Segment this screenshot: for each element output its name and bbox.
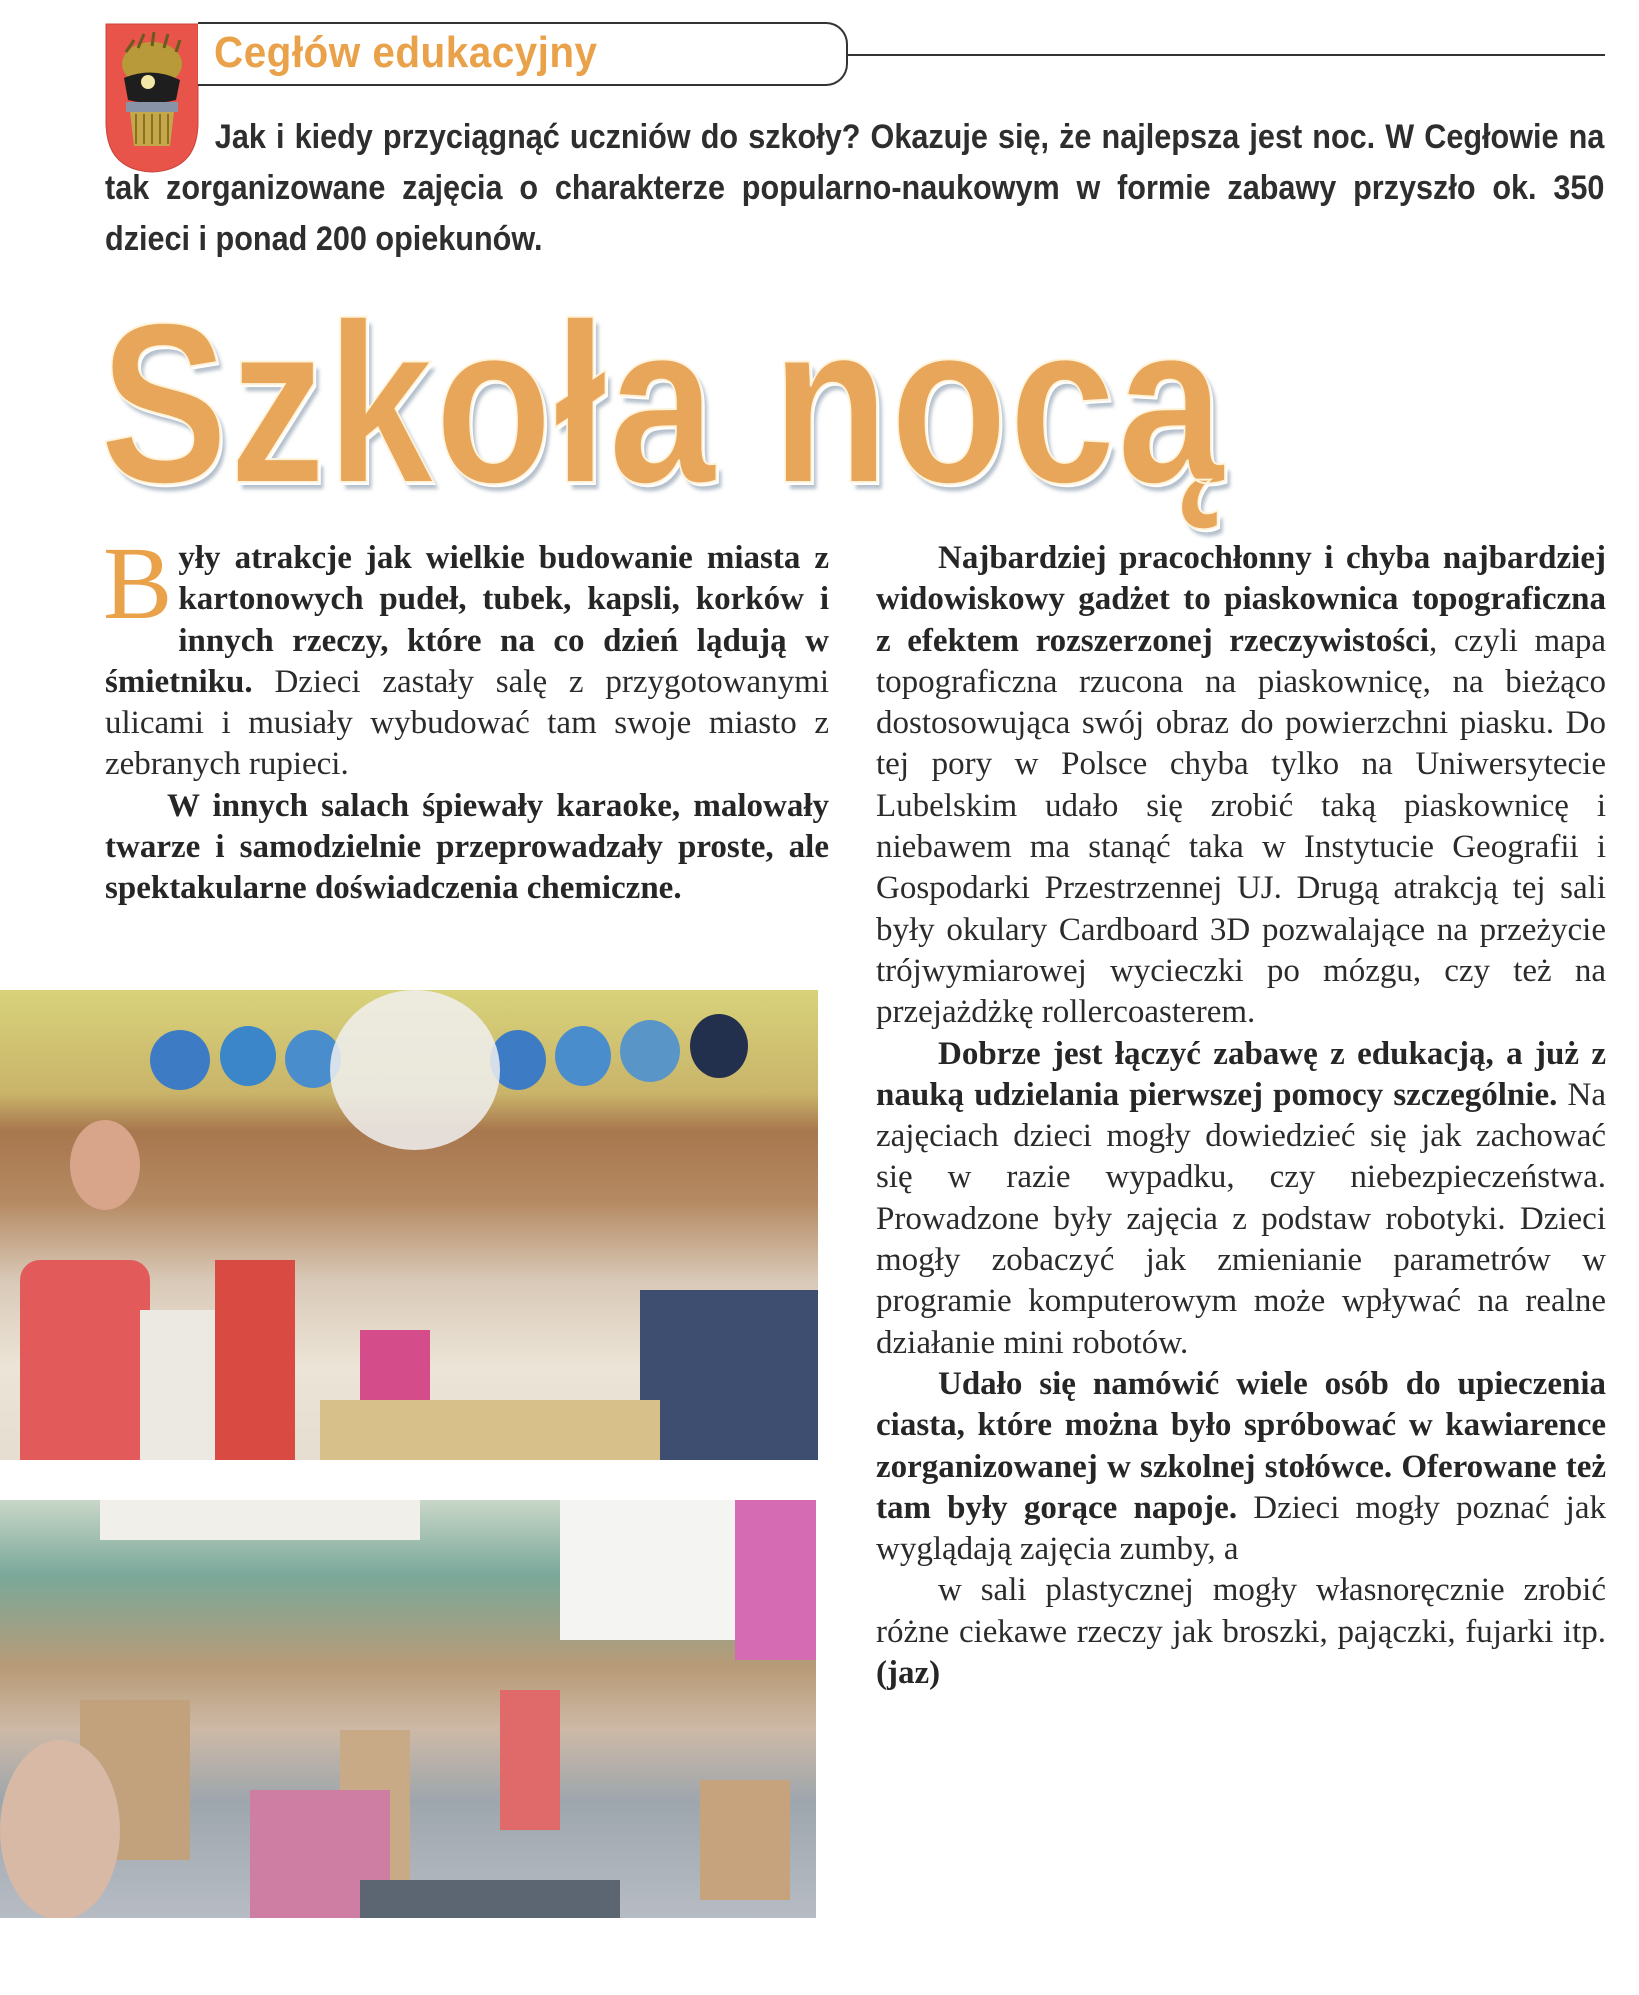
paragraph-6-text: w sali plastycznej mogły własnoręcznie zrobić różne ciekawe rzeczy jak broszki, pajączki, fujarki itp. — [876, 1572, 1606, 1650]
paragraph-3-bold: Najbardziej pracochłonny i chyba najbardziej widowiskowy gadżet to piaskownica topograficzna z efektem rozszerzonej rzeczywistości — [876, 540, 1606, 659]
paragraph-3 — [876, 538, 1606, 1034]
left-column — [103, 526, 829, 910]
paragraph-3-text: , czyli mapa topograficzna rzucona na piaskownicę, na bieżąco dostosowująca swój obraz do powierzchni piasku. Do tej pory w Polsce chyba tylko na Uniwersytecie Lubelskim udało się zrobić taką piaskownicę i niebawem ma stanąć taka w Instytucie Geografii i Gospodarki Przestrzennej UJ. Drugą atrakcją tej sali były okulary Cardboard 3D pozwalające na przeżycie trójwymiarowej wycieczki po mózgu, czy też na przejażdżkę rollercoasterem. — [876, 622, 1607, 1031]
lead-text: Jak i kiedy przyciągnąć uczniów do szkoły? Okazuje się, że najlepsza jest noc. W Cegłowie na tak zorganizowane zajęcia o charakterze popularno-naukowym w formie zabawy przyszło ok. 350 dzieci i ponad 200 opiekunów. — [105, 118, 1605, 258]
photo-classroom-table — [0, 990, 818, 1460]
paragraph-5 — [876, 1364, 1606, 1570]
paragraph-5-text: Dzieci mogły poznać jak wyglądają zajęcia zumby, a — [876, 1489, 1606, 1568]
paragraph-6 — [876, 1570, 1606, 1694]
lead-paragraph — [105, 112, 1604, 265]
paragraph-1-bold: yły atrakcje jak wielkie budowanie miasta z kartonowych pudeł, tubek, kapsli, korków i innych rzeczy, które na co dzień lądują w śmietniku. — [105, 540, 829, 700]
section-title: Cegłów edukacyjny — [214, 28, 598, 77]
right-column — [876, 538, 1606, 1694]
paragraph-5-bold: Udało się namówić wiele osób do upieczenia ciasta, które można było spróbować w kawiarence zorganizowanej w szkolnej stołówce. Oferowane też tam były gorące napoje. — [876, 1365, 1606, 1526]
paragraph-2-bold: W innych salach śpiewały karaoke, malowały twarze i samodzielnie przeprowadzały proste, ale spektakularne doświadczenia chemiczne. — [105, 787, 829, 907]
paragraph-1-text: Dzieci zastały salę z przygotowanymi ulicami i musiały wybudować tam swoje miasto z zebranych rupieci. — [105, 663, 829, 783]
header-divider — [848, 54, 1605, 56]
paragraph-4 — [876, 1034, 1606, 1364]
author-signature: (jaz) — [876, 1655, 941, 1692]
paragraph-4-text: Na zajęciach dzieci mogły dowiedzieć się jak zachować się w razie wypadku, czy niebezpieczeństwa. Prowadzone były zajęcia z podstaw robotyki. Dzieci mogły zobaczyć jak zmienianie parametrów w programie komputerowym może wpływać na realne działanie mini robotów. — [876, 1076, 1607, 1361]
drop-cap: B — [103, 526, 173, 641]
section-header-box — [198, 22, 848, 86]
paragraph-4-bold: Dobrze jest łączyć zabawę z edukacją, a już z nauką udzielania pierwszej pomocy szczególnie. — [876, 1035, 1606, 1113]
photo-cardboard-city — [0, 1500, 816, 1918]
article-title: Szkoła nocą — [100, 277, 1226, 531]
paragraph-1 — [103, 526, 829, 786]
paragraph-2 — [105, 786, 829, 910]
